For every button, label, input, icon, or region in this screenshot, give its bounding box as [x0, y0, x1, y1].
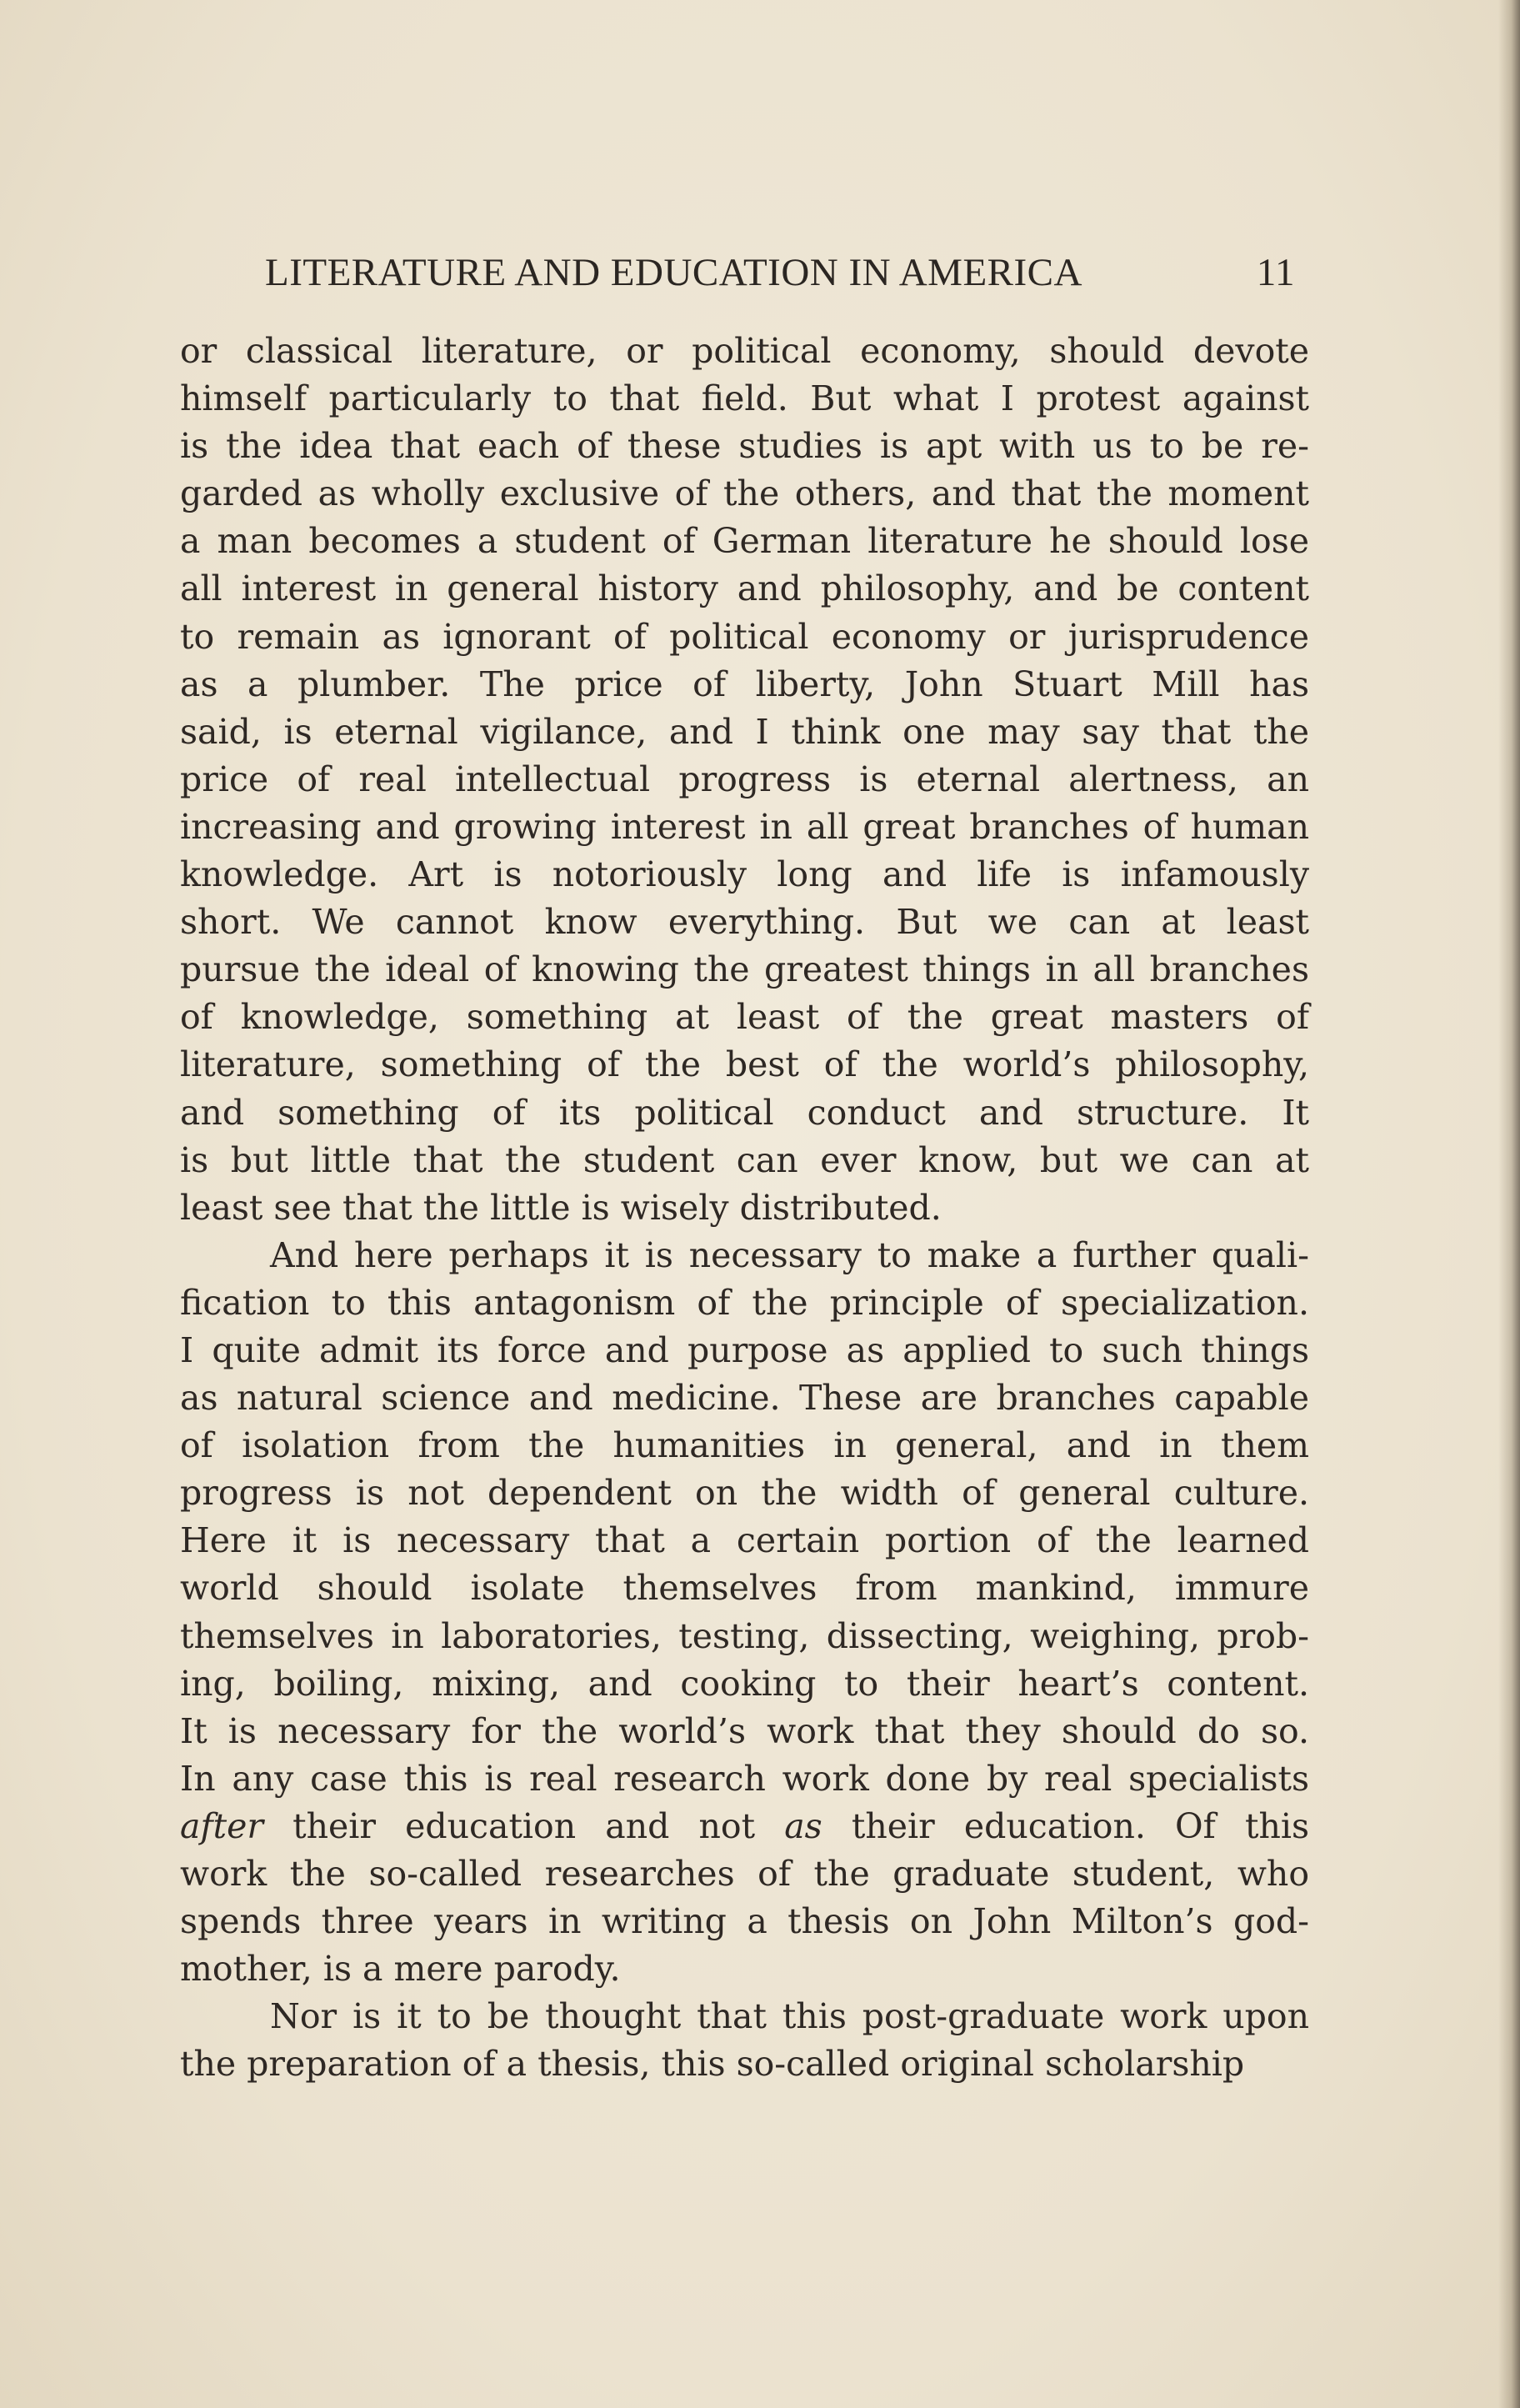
text-line: all interest in general history and philosophy, and be content	[180, 568, 1309, 609]
text-line: of isolation from the humanities in general, and in them	[180, 1425, 1309, 1466]
text-line: literature, something of the best of the world’s philosophy,	[180, 1044, 1309, 1085]
text-line: world should isolate themselves from mankind, immure	[180, 1568, 1309, 1609]
text-line: spends three years in writing a thesis on John Milton’s god-	[180, 1901, 1309, 1942]
text-line: as natural science and medicine. These are branches capable	[180, 1378, 1309, 1419]
paragraph	[180, 328, 1309, 1232]
text-line: pursue the ideal of knowing the greatest things in all branches	[180, 949, 1309, 990]
running-head-title: LITERATURE AND EDUCATION IN AMERICA	[265, 251, 1082, 294]
text-line: In any case this is real research work done by real specialists	[180, 1758, 1309, 1799]
page-edge-shadow	[1498, 0, 1520, 2408]
text-line: short. We cannot know everything. But we can at least	[180, 902, 1309, 943]
text-line: is but little that the student can ever know, but we can at	[180, 1139, 1309, 1180]
text-line: and something of its political conduct and structure. It	[180, 1092, 1309, 1133]
text-line: Nor is it to be thought that this post-graduate work upon	[270, 1996, 1309, 2037]
text-line: ing, boiling, mixing, and cooking to their heart’s content.	[180, 1663, 1309, 1704]
text-line: increasing and growing interest in all great branches of human	[180, 806, 1309, 847]
running-header	[265, 250, 1303, 300]
text-line: And here perhaps it is necessary to make a further quali-	[270, 1234, 1309, 1275]
text-line: price of real intellectual progress is eternal alertness, an	[180, 758, 1309, 799]
text-line: as a plumber. The price of liberty, John Stuart Mill has	[180, 663, 1309, 704]
text-line: a man becomes a student of German literature he should lose	[180, 521, 1309, 562]
text-line: progress is not dependent on the width of general culture.	[180, 1473, 1309, 1514]
text-line: Here it is necessary that a certain portion of the learned	[180, 1520, 1309, 1561]
italic-word: as	[784, 1805, 822, 1846]
text-line: is the idea that each of these studies is apt with us to be re-	[180, 426, 1309, 467]
text-line: or classical literature, or political economy, should devote	[180, 331, 1309, 371]
text-line: mother, is a mere parody.	[180, 1949, 621, 1990]
text-line: the preparation of a thesis, this so-called original scholarship	[180, 2044, 1245, 2085]
text-line: said, is eternal vigilance, and I think one may say that the	[180, 711, 1309, 752]
text-line: work the so-called researches of the graduate student, who	[180, 1854, 1309, 1894]
text-line: himself particularly to that field. But what I protest against	[180, 378, 1309, 419]
text-line: themselves in laboratories, testing, dissecting, weighing, prob-	[180, 1615, 1309, 1656]
body-text	[180, 328, 1309, 2088]
text-line: after their education and not as their education. Of this	[180, 1805, 1309, 1846]
text-line: to remain as ignorant of political economy or jurisprudence	[180, 616, 1309, 657]
page-number: 11	[1256, 251, 1295, 294]
italic-word: after	[180, 1805, 263, 1846]
text-line: It is necessary for the world’s work that they should do so.	[180, 1710, 1309, 1751]
text-line: garded as wholly exclusive of the others, and that the moment	[180, 473, 1309, 514]
text-line: of knowledge, something at least of the great masters of	[180, 997, 1309, 1038]
text-line: least see that the little is wisely distributed.	[180, 1187, 942, 1228]
paragraph	[180, 1232, 1309, 1994]
text-line: I quite admit its force and purpose as applied to such things	[180, 1329, 1309, 1370]
text-line: fication to this antagonism of the principle of specialization.	[180, 1282, 1309, 1323]
paragraph	[180, 1993, 1309, 2088]
text-line: knowledge. Art is notoriously long and life is infamously	[180, 854, 1309, 895]
